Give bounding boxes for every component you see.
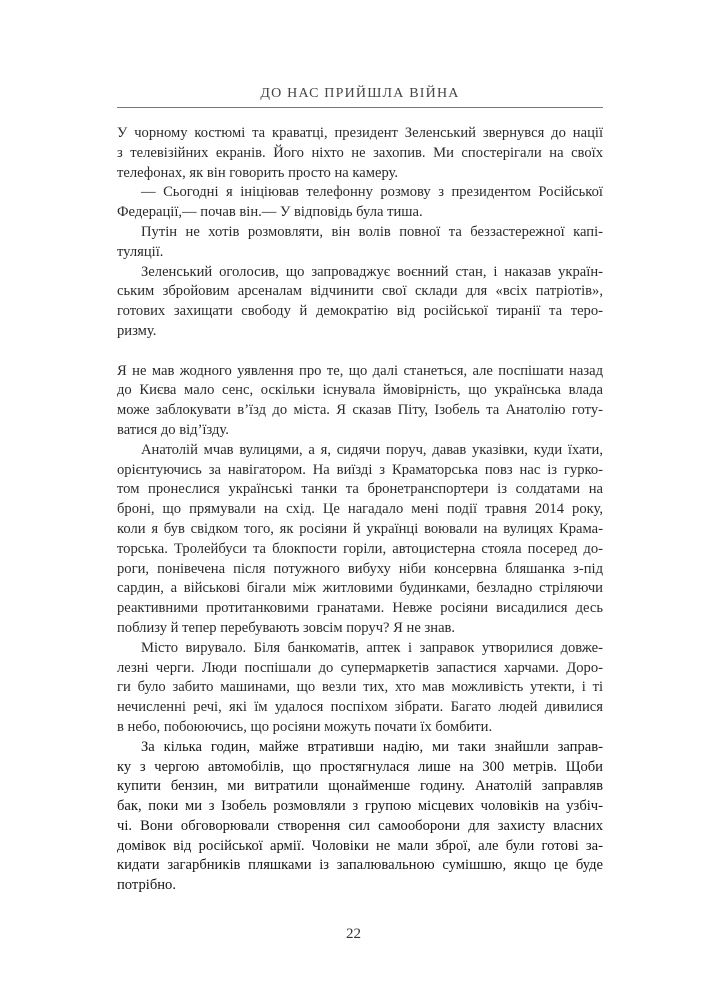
text-line: Федерації,— почав він.— У відповідь була тиша.: [117, 204, 423, 221]
text-line: том пронеслися українські танки та бронетранспортери із солдатами на: [117, 481, 603, 498]
text-line: сардин, а військові бігали між житловими будинками, безладно стріляючи: [117, 580, 603, 597]
paragraph: [117, 738, 603, 896]
text-line: броні, що прямували на схід. Це нагадало мені події травня 2014 року,: [117, 501, 603, 518]
text-line: ку з чергою автомобілів, що простягнулася лише на 300 метрів. Щоби: [117, 758, 603, 775]
text-line: Зеленський оголосив, що запроваджує воєнний стан, і наказав україн-: [141, 263, 603, 280]
text-line: У чорному костюмі та краватці, президент Зеленський звернувся до нації: [117, 125, 603, 141]
paragraph: [117, 124, 603, 183]
text-line: торська. Тролейбуси та блокпости горіли, автоцистерна стояла посеред до-: [117, 540, 603, 557]
text-line: орієнтуючись за навігатором. На виїзді з Краматорська повз нас із гурко-: [117, 461, 603, 478]
paragraph: [117, 441, 603, 639]
page-number: 22: [346, 926, 361, 942]
paragraph: [117, 183, 603, 223]
text-line: ватися до від’їзду.: [117, 421, 229, 438]
paragraph: [117, 639, 603, 738]
header-rule: [117, 107, 603, 108]
paragraph: [117, 223, 603, 263]
text-line: нечисленні речі, які їм удалося поспіхом зібрати. Багато людей дивилися: [117, 699, 603, 716]
text-line: кидати загарбників пляшками із запалювальною сумішшю, якщо це буде: [117, 857, 603, 874]
text-line: з телевізійних екранів. Його ніхто не захопив. Ми спостерігали на своїх: [117, 144, 603, 161]
text-line: туляції.: [117, 243, 164, 260]
text-line: може заблокувати в’їзд до міста. Я сказав Піту, Ізобель та Анатолію готу-: [117, 402, 603, 419]
section-break: [117, 342, 603, 362]
running-header: ДО НАС ПРИЙШЛА ВІЙНА: [260, 86, 460, 101]
paragraph: [117, 263, 603, 342]
text-line: телефонах, як він говорить просто на камеру.: [117, 164, 399, 181]
text-line: Місто вирувало. Біля банкоматів, аптек і заправок утворилися довже-: [141, 639, 603, 656]
text-line: до Києва мало сенс, оскільки існувала ймовірність, що українська влада: [117, 382, 603, 399]
text-line: роги, понівечена після потужного вибуху ніби консервна бляшанка з-під: [117, 560, 603, 577]
text-line: потрібно.: [117, 877, 177, 894]
text-line: домівок від російської армії. Чоловіки не мали зброї, але були готові за-: [117, 837, 603, 854]
text-line: купити бензин, ми витратили щонайменше годину. Анатолій заправляв: [117, 778, 603, 795]
text-line: бак, поки ми з Ізобель розмовляли з групою місцевих чоловіків на узбіч-: [117, 798, 603, 815]
page-body: [117, 124, 603, 896]
text-line: Путін не хотів розмовляти, він волів повної та беззастережної капі-: [141, 223, 603, 240]
text-line: Я не мав жодного уявлення про те, що далі станеться, але поспішати назад: [117, 362, 603, 379]
text-line: ризму.: [117, 322, 157, 339]
text-line: Анатолій мчав вулицями, а я, сидячи поруч, давав указівки, куди їхати,: [141, 441, 603, 458]
text-line: За кілька годин, майже втративши надію, ми таки знайшли заправ-: [141, 738, 603, 755]
text-line: — Сьогодні я ініціював телефонну розмову з президентом Російської: [141, 184, 603, 201]
text-line: готових захищати свободу й демократію від російської тиранії та теро-: [117, 303, 603, 320]
text-line: лезні черги. Люди поспішали до супермаркетів запастися харчами. Доро-: [117, 659, 603, 676]
text-line: коли я був свідком того, як росіяни й українці воювали на вулицях Крама-: [117, 520, 603, 537]
text-line: реактивними протитанковими гранатами. Невже росіяни висадилися десь: [117, 600, 603, 617]
text-line: ги було забито машинами, що везли тих, хто мав можливість утекти, і ті: [117, 679, 603, 696]
text-line: чі. Вони обговорювали створення сил самооборони для захисту власних: [117, 817, 603, 834]
text-line: в небо, побоюючись, що росіяни можуть почати їх бомбити.: [117, 718, 493, 735]
section: [117, 362, 603, 897]
paragraph: [117, 362, 603, 441]
text-line: поблизу й тепер перебувають зовсім поруч? Я не знав.: [117, 619, 456, 636]
text-line: ським збройовим арсеналам відчинити свої склади для «всіх патріотів»,: [117, 283, 603, 300]
section: [117, 124, 603, 342]
